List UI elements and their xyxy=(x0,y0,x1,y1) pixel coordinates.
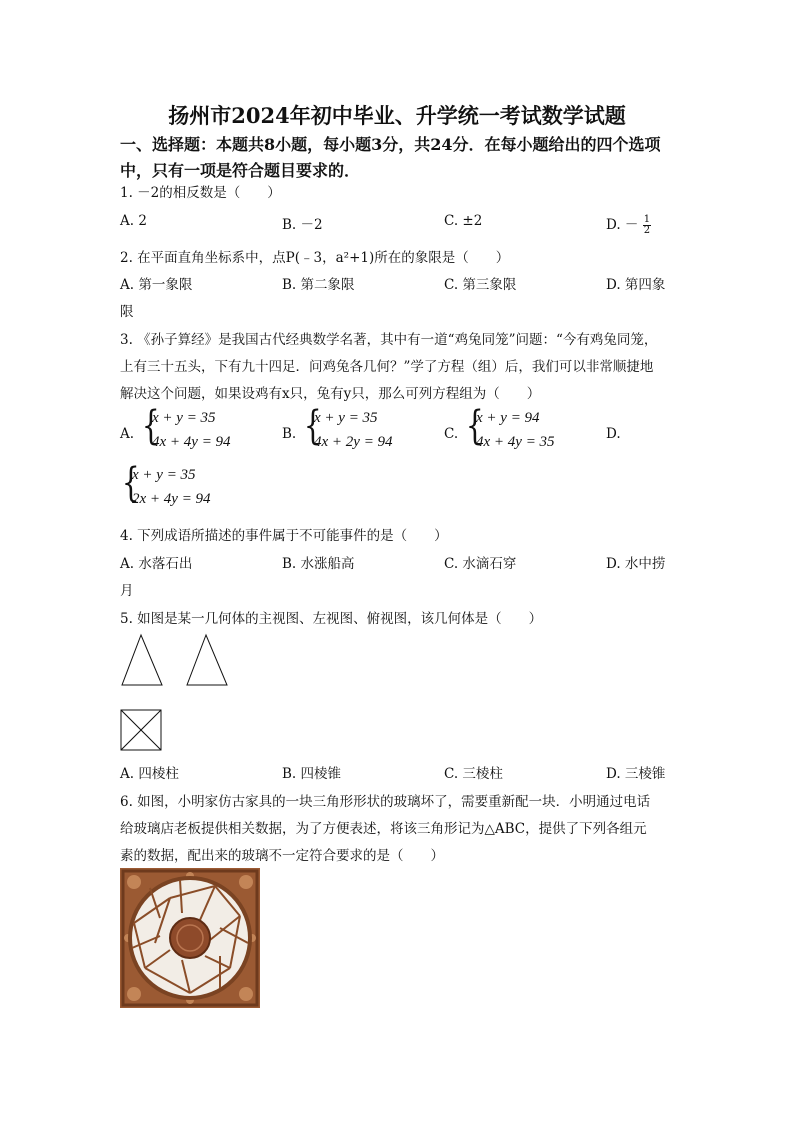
q4-option-c: C. 水滴石穿 xyxy=(444,556,517,572)
q1-option-b: B. －2 xyxy=(282,217,323,233)
q3-label-c: C. xyxy=(444,426,459,442)
q2-option-c: C. 第三象限 xyxy=(444,277,517,293)
q2-option-d-wrap: 限 xyxy=(120,304,134,320)
q3-system-b-eq1: x + y = 35 xyxy=(314,410,378,426)
q1-option-a: A. 2 xyxy=(120,213,147,229)
q4-option-d: D. 水中捞 xyxy=(606,556,666,572)
q3-line1: 3. 《孙子算经》是我国古代经典数学名著，其中有一道“鸡兔同笼”问题：“今有鸡兔同笼， xyxy=(120,332,658,348)
page-title: 扬州市2024年初中毕业、升学统一考试数学试题 xyxy=(168,103,626,128)
q1-option-d-fraction xyxy=(643,215,651,236)
q3-line3: 解决这个问题，如果设鸡有x只，兔有y只，那么可列方程组为（ ） xyxy=(120,386,541,402)
q1-fraction-numerator: 1 xyxy=(643,214,651,225)
q2-option-b: B. 第二象限 xyxy=(282,277,355,293)
lattice-window-photo xyxy=(120,868,260,1008)
q6-line2: 给玻璃店老板提供相关数据，为了方便表述，将该三角形记为△ABC，提供了下列各组元 xyxy=(120,821,647,837)
q1-fraction-denominator: 2 xyxy=(643,225,651,236)
q3-label-d: D. xyxy=(606,426,621,442)
q3-line2: 上有三十五头，下有九十四足．问鸡兔各几何？”学了方程（组）后，我们可以非常顺捷地 xyxy=(120,359,654,375)
section-heading-line1: 一、选择题：本题共8小题，每小题3分，共24分．在每小题给出的四个选项 xyxy=(120,135,661,154)
q5-option-c: C. 三棱柱 xyxy=(444,766,503,782)
q3-system-d-eq1: x + y = 35 xyxy=(132,467,196,483)
q4-option-b: B. 水涨船高 xyxy=(282,556,355,572)
q5-option-d: D. 三棱锥 xyxy=(606,766,666,782)
q5-option-a: A. 四棱柱 xyxy=(120,766,179,782)
section-heading-line2: 中，只有一项是符合题目要求的． xyxy=(120,161,361,180)
q1-option-d-label: D. － xyxy=(606,217,639,233)
q2-option-d: D. 第四象 xyxy=(606,277,666,293)
q1-option-d xyxy=(606,213,651,236)
q3-brace-icon: { xyxy=(141,403,160,449)
q3-system-c-eq1: x + y = 94 xyxy=(476,410,540,426)
q3-label-b: B. xyxy=(282,426,297,442)
q1-stem: 1. －2的相反数是（ ） xyxy=(120,185,281,201)
q3-label-a: A. xyxy=(120,426,135,442)
q3-system-b-eq2: 4x + 2y = 94 xyxy=(314,434,393,450)
q3-brace-icon: { xyxy=(465,403,484,449)
q6-line3: 素的数据，配出来的玻璃不一定符合要求的是（ ） xyxy=(120,848,444,864)
q4-option-d-wrap: 月 xyxy=(120,583,134,599)
q3-brace-icon: { xyxy=(303,403,322,449)
q3-system-d-eq2: 2x + 4y = 94 xyxy=(132,491,211,507)
q2-stem: 2. 在平面直角坐标系中，点P(﹣3，a²+1)所在的象限是（ ） xyxy=(120,250,510,266)
left-view-triangle xyxy=(183,632,231,688)
q2-option-a: A. 第一象限 xyxy=(120,277,193,293)
q3-system-a-eq1: x + y = 35 xyxy=(152,410,216,426)
top-view-square xyxy=(118,707,166,753)
q3-system-c-eq2: 4x + 4y = 35 xyxy=(476,434,555,450)
q4-option-a: A. 水落石出 xyxy=(120,556,193,572)
q5-option-b: B. 四棱锥 xyxy=(282,766,342,782)
q1-option-c: C. ±2 xyxy=(444,213,483,229)
front-view-triangle xyxy=(118,632,166,688)
q3-brace-icon: { xyxy=(121,460,140,506)
q5-stem: 5. 如图是某一几何体的主视图、左视图、俯视图，该几何体是（ ） xyxy=(120,611,543,627)
q6-line1: 6. 如图，小明家仿古家具的一块三角形形状的玻璃坏了，需要重新配一块．小明通过电话 xyxy=(120,794,651,810)
q3-system-a-eq2: 4x + 4y = 94 xyxy=(152,434,231,450)
q4-stem: 4. 下列成语所描述的事件属于不可能事件的是（ ） xyxy=(120,528,448,544)
